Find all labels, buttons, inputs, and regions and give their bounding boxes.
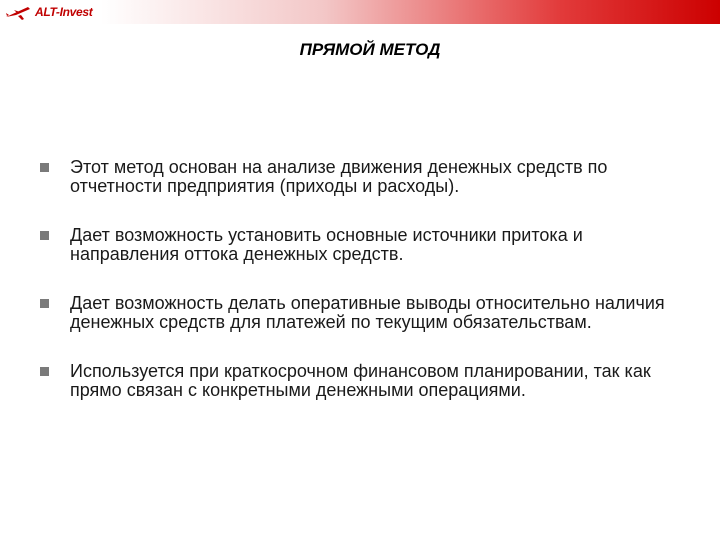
list-item: [40, 294, 690, 332]
bullet-square-icon: [40, 231, 49, 240]
list-item: [40, 158, 690, 196]
logo-text: ALT-Invest: [35, 5, 93, 19]
bullet-list: [40, 158, 690, 400]
header-bar: [0, 0, 720, 24]
bullet-text: Дает возможность делать оперативные выводы относительно наличия денежных средств для платежей по текущим обязательствам.: [70, 293, 665, 332]
bullet-text: Этот метод основан на анализе движения денежных средств по отчетности предприятия (приходы и расходы).: [70, 157, 608, 196]
list-item: [40, 226, 690, 264]
bullet-text: Дает возможность установить основные источники притока и направления оттока денежных средств.: [70, 225, 583, 264]
bullet-square-icon: [40, 367, 49, 376]
list-item: [40, 362, 690, 400]
bullet-square-icon: [40, 299, 49, 308]
bullet-text: Используется при краткосрочном финансовом планировании, так как прямо связан с конкретными денежными операциями.: [70, 361, 651, 400]
airplane-icon: [4, 3, 32, 21]
page-title: ПРЯМОЙ МЕТОД: [299, 40, 441, 59]
logo: [4, 3, 92, 21]
bullet-square-icon: [40, 163, 49, 172]
